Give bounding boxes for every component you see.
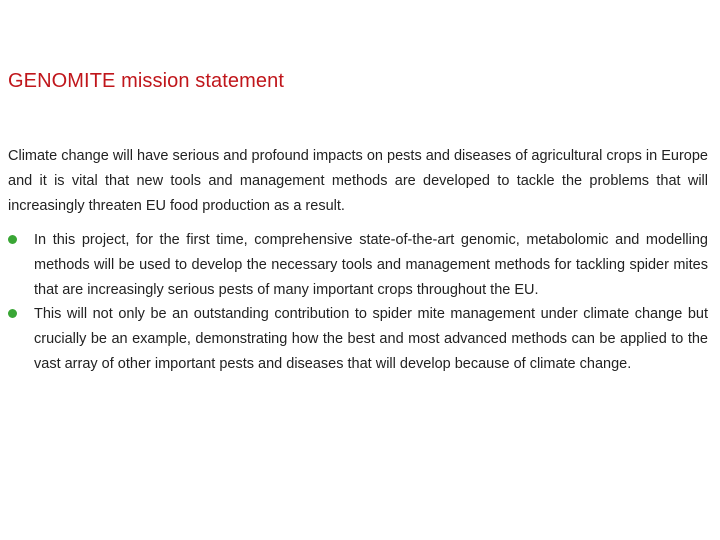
intro-paragraph: Climate change will have serious and profound impacts on pests and diseases of agricultural crops in Europe and it is vital that new tools and management methods are developed to tackle the problems that will increasingly threaten EU food production as a result. xyxy=(8,148,708,214)
bullet-dot-icon xyxy=(8,235,17,244)
list-item xyxy=(8,302,708,376)
list-item xyxy=(8,228,708,302)
bullet-text: In this project, for the first time, comprehensive state-of-the-art genomic, metabolomic and modelling methods will be used to develop the necessary tools and management methods for tackling spider mites that are increasingly serious pests of many important crops throughout the EU. xyxy=(34,232,708,298)
bullet-text: This will not only be an outstanding contribution to spider mite management under climate change but crucially be an example, demonstrating how the best and most advanced methods can be applied to the vast array of other important pests and diseases that will develop because of climate change. xyxy=(34,306,708,372)
bullet-dot-icon xyxy=(8,309,17,318)
bullet-list xyxy=(8,228,708,377)
page-title: GENOMITE mission statement xyxy=(8,70,284,92)
